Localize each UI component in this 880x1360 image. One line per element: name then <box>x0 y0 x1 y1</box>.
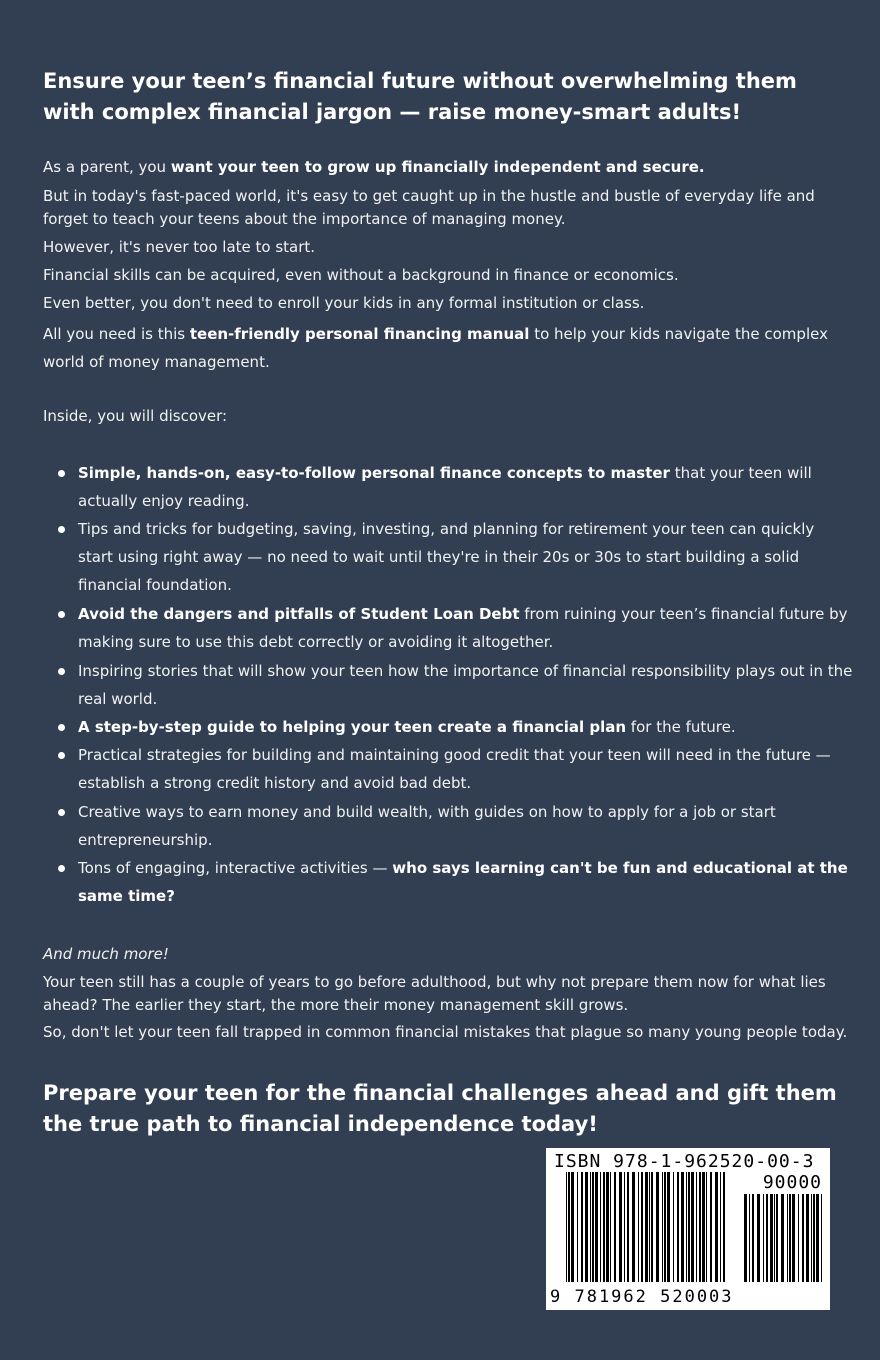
barcode-bar <box>603 1172 605 1282</box>
barcode-bar <box>664 1172 666 1282</box>
barcode-bar <box>614 1172 616 1282</box>
barcode-bar <box>787 1194 788 1282</box>
barcode-bar <box>706 1172 707 1282</box>
barcode-bar <box>813 1194 815 1282</box>
barcode-bar <box>688 1172 690 1282</box>
headline-top: Ensure your teen’s financial future without overwhelming them with complex financial jargon — raise money-smart adults! <box>43 69 797 124</box>
intro-paragraph-6: All you need is this teen-friendly personal financing manual to help your kids navigate the complex world of money management. <box>43 325 828 371</box>
barcode-bar <box>673 1172 674 1282</box>
barcode-bar <box>600 1172 601 1282</box>
barcode-bar <box>681 1172 684 1282</box>
barcode-bars-addon <box>744 1194 822 1282</box>
barcode-bar <box>763 1194 764 1282</box>
barcode-bar <box>649 1172 650 1282</box>
intro-paragraph-4: Financial skills can be acquired, even without a background in finance or economics. <box>43 266 679 284</box>
ean-text: 9 781962 520003 <box>550 1287 734 1307</box>
barcode-bar <box>581 1172 583 1282</box>
barcode-bar <box>720 1172 721 1282</box>
barcode-bar <box>715 1172 718 1282</box>
barcode-bar <box>792 1194 795 1282</box>
list-item: Tons of engaging, interactive activities — who says learning can't be fun and educational at the same time? <box>78 854 853 910</box>
barcode-bar <box>656 1172 659 1282</box>
barcode-bar <box>806 1194 809 1282</box>
barcode-bar <box>774 1194 775 1282</box>
barcode-bar <box>691 1172 694 1282</box>
barcode-bar <box>811 1194 812 1282</box>
barcode-bar <box>723 1172 725 1282</box>
barcode-bar <box>710 1172 712 1282</box>
barcode-bar <box>776 1194 778 1282</box>
barcode-bar <box>702 1172 705 1282</box>
barcode-bar <box>749 1194 750 1282</box>
barcode-bar <box>667 1172 670 1282</box>
barcode-bar <box>571 1172 574 1282</box>
list-item: A step-by-step guide to helping your teen create a financial plan for the future. <box>78 713 853 741</box>
list-item: Avoid the dangers and pitfalls of Student Loan Debt from ruining your teen’s financial future by making sure to use this debt correctly or avoiding it altogether. <box>78 600 853 656</box>
barcode-bar <box>610 1172 611 1282</box>
barcode-bar <box>752 1194 754 1282</box>
barcode-bar <box>632 1172 635 1282</box>
outro-paragraph-2: Your teen still has a couple of years to go before adulthood, but why not prepare them now for what lies ahead? The earlier they start, the more their money management skill grows. <box>43 973 826 1014</box>
headline-bottom: Prepare your teen for the financial challenges ahead and gift them the true path to financial independence today! <box>43 1081 837 1136</box>
barcode-bar <box>781 1194 784 1282</box>
barcode-bar <box>696 1172 697 1282</box>
intro-paragraph-2: But in today's fast-paced world, it's easy to get caught up in the hustle and bustle of everyday life and forget to teach your teens about the importance of managing money. <box>43 187 815 228</box>
barcode-bar <box>566 1172 567 1282</box>
barcode-bar <box>627 1172 629 1282</box>
barcode-bar <box>606 1172 609 1282</box>
price-code: 90000 <box>762 1172 822 1193</box>
barcode-bar <box>821 1194 822 1282</box>
barcode-bar <box>686 1172 687 1282</box>
barcode-bar <box>585 1172 588 1282</box>
barcode-bar <box>595 1172 598 1282</box>
barcode-bar <box>638 1172 639 1282</box>
intro-paragraph-7: Inside, you will discover: <box>43 407 228 425</box>
barcode-bar <box>757 1194 760 1282</box>
outro-paragraph-1: And much more! <box>43 945 169 963</box>
list-item: Tips and tricks for budgeting, saving, investing, and planning for retirement your teen can quickly start using right away — no need to wait until they're in their 20s or 30s to start building a solid financial foundation. <box>78 515 853 599</box>
list-item: Practical strategies for building and maintaining good credit that your teen will need in the future — establish a strong credit history and avoid bad debt. <box>78 741 853 797</box>
barcode-bar <box>766 1194 768 1282</box>
intro-paragraph-1: As a parent, you want your teen to grow up financially independent and secure. <box>43 158 705 176</box>
barcode-bar <box>798 1194 799 1282</box>
barcode-bar <box>577 1172 578 1282</box>
barcode-bar <box>802 1194 804 1282</box>
barcode-bar <box>619 1172 622 1282</box>
list-item: Inspiring stories that will show your teen how the importance of financial responsibility plays out in the real world. <box>78 657 853 713</box>
barcode-bar <box>816 1194 819 1282</box>
isbn-text: ISBN 978-1-962520-00-3 <box>554 1151 815 1172</box>
barcode-bar <box>590 1172 591 1282</box>
intro-paragraph-3: However, it's never too late to start. <box>43 238 316 256</box>
list-item: Creative ways to earn money and build wealth, with guides on how to apply for a job or start entrepreneurship. <box>78 798 853 854</box>
barcode-bar <box>744 1194 747 1282</box>
barcode-bar <box>568 1172 570 1282</box>
barcode-bars-main <box>566 1172 726 1282</box>
barcode-bar <box>677 1172 679 1282</box>
barcode-bar <box>645 1172 648 1282</box>
barcode-bar <box>592 1172 594 1282</box>
barcode-bar <box>624 1172 625 1282</box>
barcode-bar <box>662 1172 663 1282</box>
barcode-bar <box>641 1172 643 1282</box>
barcode-bar <box>699 1172 701 1282</box>
intro-paragraph-5: Even better, you don't need to enroll your kids in any formal institution or class. <box>43 294 645 312</box>
isbn-barcode <box>546 1148 830 1310</box>
barcode-bar <box>651 1172 653 1282</box>
outro-paragraph-3: So, don't let your teen fall trapped in common financial mistakes that plague so many young people today. <box>43 1023 848 1041</box>
list-item: Simple, hands-on, easy-to-follow personal finance concepts to master that your teen will actually enjoy reading. <box>78 459 853 515</box>
barcode-bar <box>770 1194 773 1282</box>
barcode-bar <box>789 1194 791 1282</box>
